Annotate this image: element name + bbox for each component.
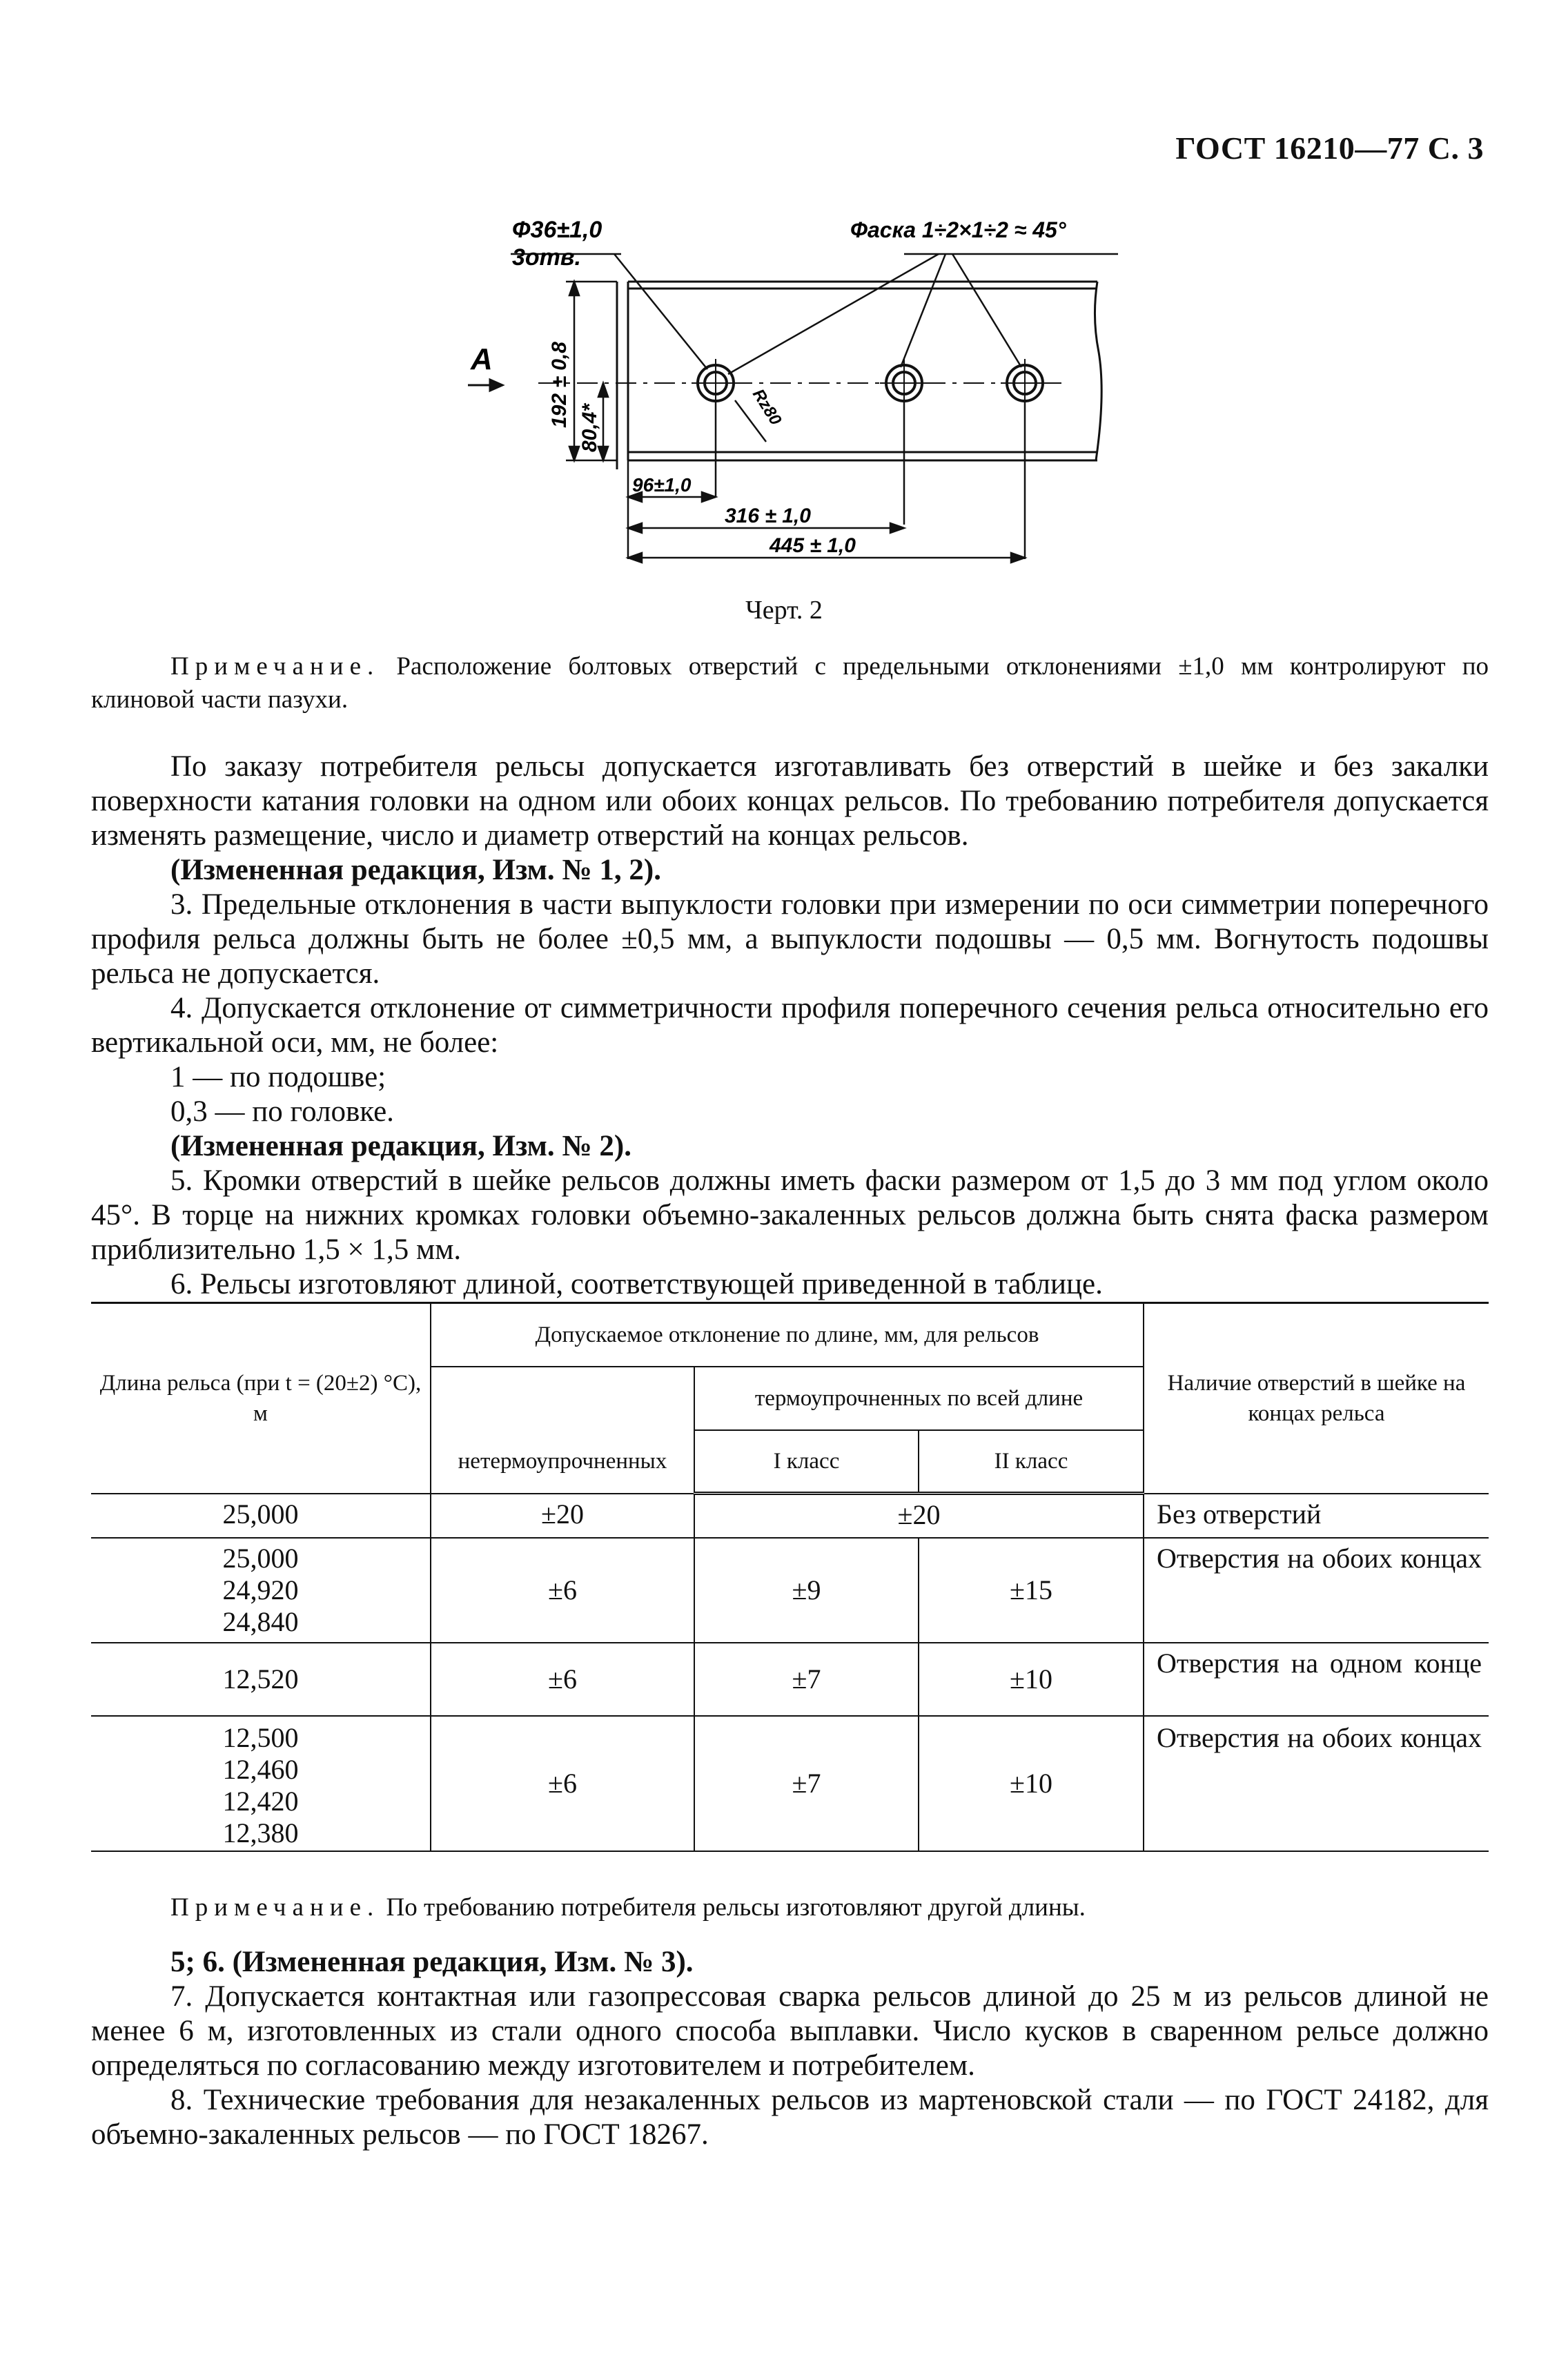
cell-hardened-merged: ±20	[694, 1494, 1144, 1538]
chamfer-label: Фаска 1÷2×1÷2 ≈ 45°	[850, 217, 1066, 242]
paragraph-4-b: 0,3 — по головке.	[170, 1095, 394, 1128]
length-value: 12,380	[222, 1817, 299, 1848]
hole-diameter-label: Ф36±1,0	[512, 217, 602, 243]
paragraph-6: 6. Рельсы изготовляют длиной, соответствующей приведенной в таблице.	[170, 1268, 1103, 1300]
cell-nonhardened: ±6	[431, 1538, 694, 1643]
cell-class-1: ±9	[694, 1538, 919, 1643]
paragraph-5: 5. Кромки отверстий в шейке рельсов должны иметь фаски размером от 1,5 до 3 мм под углом около 45°. В торце на нижних кромках головки объемно-закаленных рельсов должна быть снята фаска размером приблизительно 1,5 × 1,5 мм.	[91, 1164, 1489, 1266]
paragraph-3: 3. Предельные отклонения в части выпуклости головки при измерении по оси симметрии поперечного профиля рельса должны быть не более ±0,5 мм, а выпуклости подошвы — 0,5 мм. Вогнутость подошвы рельса не допускается.	[91, 888, 1489, 990]
body-section-1	[91, 750, 1489, 1302]
view-a-label: А	[471, 342, 493, 376]
header-tolerance: Допускаемое отклонение по длине, мм, для рельсов	[431, 1303, 1144, 1367]
edit-note-1-2: (Измененная редакция, Изм. № 1, 2).	[170, 854, 661, 886]
edit-note-3: 5; 6. (Измененная редакция, Изм. № 3).	[170, 1946, 694, 1978]
paragraph-7: 7. Допускается контактная или газопрессовая сварка рельсов длиной до 25 м из рельсов длиной не менее 6 м, изготовленных из стали одного способа выплавки. Число кусков в сваренном рельсе должно определяться по согласованию между изготовителем и потребителем.	[91, 1980, 1489, 2082]
note-1	[91, 650, 1489, 716]
paragraph-8: 8. Технические требования для незакаленных рельсов из мартеновской стали — по ГОСТ 24182, для объемно-закаленных рельсов — по ГОСТ 18267.	[91, 2084, 1489, 2151]
header-hardened: термоупрочненных по всей длине	[694, 1367, 1144, 1430]
paragraph-order: По заказу потребителя рельсы допускается изготавливать без отверстий в шейке и без закалки поверхности катания головки на одном или обоих концах рельсов. По требованию потребителя допускается изменять размещение, число и диаметр отверстий на концах рельсов.	[91, 750, 1489, 852]
cell-class-2: ±10	[919, 1716, 1144, 1851]
cell-length: 25,000	[91, 1494, 431, 1538]
edit-note-2: (Измененная редакция, Изм. № 2).	[170, 1130, 631, 1162]
header-holes: Наличие отверстий в шейке на концах рельса	[1144, 1303, 1489, 1494]
cell-nonhardened: ±6	[431, 1643, 694, 1716]
cell-length	[91, 1538, 431, 1643]
cell-class-1: ±7	[694, 1716, 919, 1851]
cell-class-2: ±10	[919, 1643, 1144, 1716]
table-row	[91, 1716, 1489, 1851]
cell-class-2: ±15	[919, 1538, 1144, 1643]
dimension-445: 445 ± 1,0	[770, 534, 856, 557]
header-length: Длина рельса (при t = (20±2) °С), м	[91, 1303, 431, 1494]
cell-nonhardened: ±20	[431, 1494, 694, 1538]
note-2	[91, 1891, 1489, 1924]
body-section-2	[91, 1945, 1489, 2152]
cell-length	[91, 1716, 431, 1851]
note-text: По требованию потребителя рельсы изготовляют другой длины.	[380, 1893, 1086, 1922]
page-header: ГОСТ 16210—77 С. 3	[1175, 130, 1484, 166]
cell-nonhardened: ±6	[431, 1716, 694, 1851]
header-nonhardened: нетермоупрочненных	[431, 1367, 694, 1494]
header-class-1: I класс	[694, 1430, 919, 1494]
table-row	[91, 1538, 1489, 1643]
cell-holes: Без отверстий	[1144, 1494, 1489, 1538]
length-value: 12,420	[222, 1785, 299, 1817]
height-dimension: 192 ± 0,8	[548, 342, 571, 428]
length-value: 24,840	[222, 1605, 299, 1637]
axis-dimension: 80,4*	[578, 403, 601, 452]
cell-class-1: ±7	[694, 1643, 919, 1716]
length-value: 24,920	[222, 1574, 299, 1605]
length-table	[91, 1302, 1489, 1852]
roughness-label: Rz80	[748, 385, 785, 429]
paragraph-4-a: 1 — по подошве;	[170, 1061, 386, 1093]
cell-holes: Отверстия на обоих концах	[1144, 1716, 1489, 1851]
cell-holes: Отверстия на обоих концах	[1144, 1538, 1489, 1643]
length-value: 12,460	[222, 1753, 299, 1785]
cell-holes: Отверстия на одном конце	[1144, 1643, 1489, 1716]
length-value: 12,500	[222, 1721, 299, 1753]
table-row	[91, 1494, 1489, 1538]
note-text: Расположение болтовых отверстий с предельными отклонениями ±1,0 мм контролируют по клиновой части пазухи.	[91, 652, 1489, 714]
length-value: 25,000	[222, 1542, 299, 1574]
cell-length: 12,520	[91, 1643, 431, 1716]
table-row	[91, 1643, 1489, 1716]
header-class-2: II класс	[919, 1430, 1144, 1494]
figure-caption: Черт. 2	[745, 596, 823, 625]
note-label: Примечание.	[170, 652, 380, 681]
hole-count-label: 3отв.	[512, 244, 581, 271]
rail-end-drawing	[428, 193, 1132, 580]
note-label: Примечание.	[170, 1893, 380, 1922]
dimension-316: 316 ± 1,0	[725, 505, 811, 527]
dimension-96: 96±1,0	[632, 474, 692, 496]
paragraph-4: 4. Допускается отклонение от симметричности профиля поперечного сечения рельса относительно его вертикальной оси, мм, не более:	[91, 992, 1489, 1059]
